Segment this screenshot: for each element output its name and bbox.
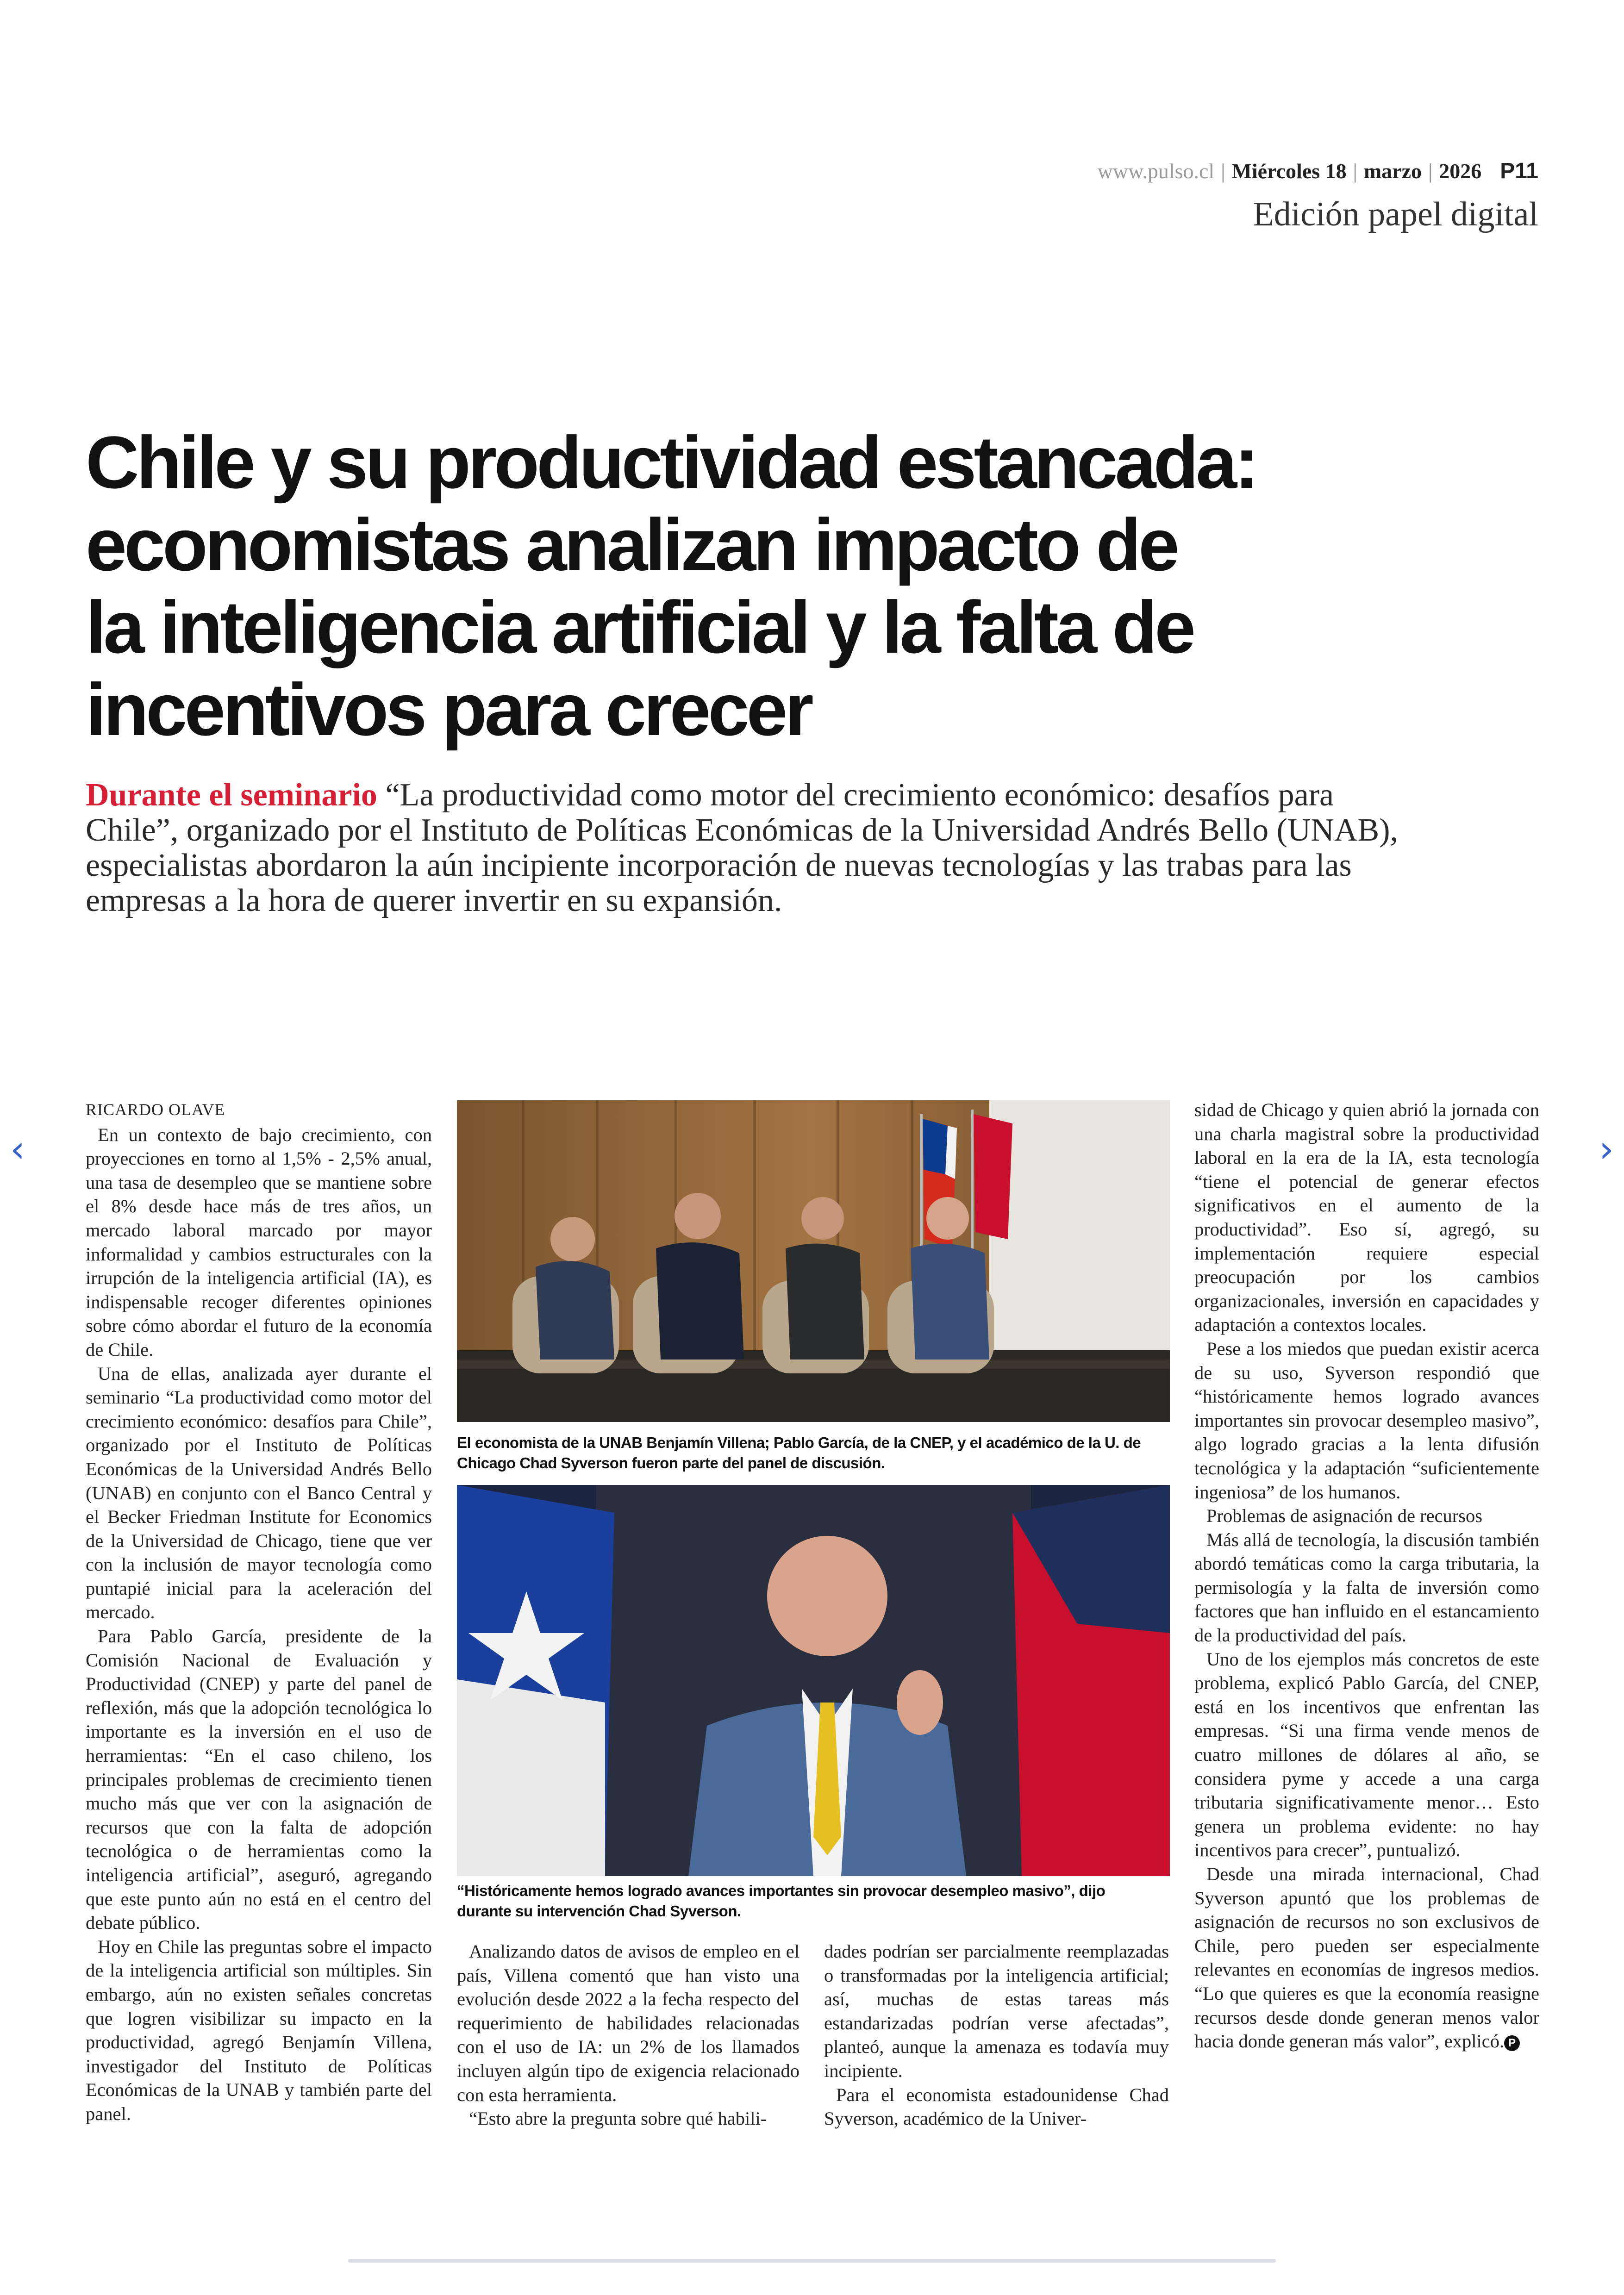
paragraph: dades podrían ser parcialmente reemplazadas o transformadas por la inteligencia artificial; así, muchas de estas tareas más estandarizadas podrían verse afectadas”, planteó, aunque la amenaza es todavía muy incipiente.	[824, 1941, 1169, 2081]
headline-line: incentivos para crecer	[86, 668, 811, 751]
paragraph: Para Pablo García, presidente de la Comisión Nacional de Evaluación y Productividad (CNEP) y parte del panel de reflexión, más que la adopción tecnológica lo importante es la inversión en el uso de herramientas: “En el caso chileno, los principales problemas de crecimiento tienen mucho más que ver con la asignación de recursos que con la falta de adopción tecnológica o de herramientas como la inteligencia artificial”, aseguró, agregando que este punto aún no está en el centro del debate público.	[86, 1626, 432, 1933]
header-year: 2026	[1439, 159, 1482, 183]
header-month: marzo	[1363, 159, 1422, 183]
speaker-photo-illustration	[457, 1485, 1170, 1876]
site-url[interactable]: www.pulso.cl	[1097, 159, 1215, 183]
dek-line: Chile”, organizado por el Instituto de Políticas Económicas de la Universidad Andrés Bello (UNAB),	[86, 812, 1399, 848]
article-column-3	[824, 1940, 1169, 2131]
dek-lead: Durante el seminario	[86, 777, 377, 813]
header-day: Miércoles 18	[1231, 159, 1347, 183]
paragraph: sidad de Chicago y quien abrió la jornada con una charla magistral sobre la productividad laboral en la era de la IA, esta tecnología “tiene el potencial de generar efectos significativos en el aumento de la productividad”. Eso sí, agregó, su implementación requiere especial preocupación por los cambios organizacionales, inversión en capacidades y adaptación a contextos locales.	[1194, 1099, 1539, 1335]
paragraph: Uno de los ejemplos más concretos de este problema, explicó Pablo García, del CNEP, está en los incentivos que enfrentan las empresas. “Si una firma vende menos de cuatro millones de dólares al año, se considera pyme y accede a una carga tributaria significativamente menor… Esto genera un problema evidente: no hay incentivos para crecer”, puntualizó.	[1194, 1648, 1539, 1861]
paragraph: En un contexto de bajo crecimiento, con proyecciones en torno al 1,5% - 2,5% anual, una tasa de desempleo que se mantiene sobre el 8% desde hace más de tres años, un mercado laboral marcado por mayor informalidad y cambios estructurales con la irrupción de la inteligencia artificial (IA), es indispensable recoger diferentes opiniones sobre cómo abordar el futuro de la economía de Chile.	[86, 1124, 432, 1360]
paragraph: Más allá de tecnología, la discusión también abordó temáticas como la carga tributaria, la permisología y la falta de inversión como factores que han influido en el estancamiento de la productividad del país.	[1194, 1529, 1539, 1646]
paragraph: Una de ellas, analizada ayer durante el seminario “La productividad como motor del crecimiento económico: desafíos para Chile”, organizado por el Instituto de Políticas Económicas de la Universidad Andrés Bello (UNAB) en conjunto con el Banco Central y el Becker Friedman Institute for Economics de la Universidad de Chicago, tiene que ver con la inclusión de mayor tecnología como puntapié inicial para la aceleración del mercado.	[86, 1363, 432, 1623]
page-header	[1098, 157, 1538, 235]
byline: RICARDO OLAVE	[86, 1100, 225, 1119]
paragraph: Para el economista estadounidense Chad Syverson, académico de la Univer-	[824, 2084, 1169, 2129]
paragraph	[1194, 1862, 1539, 2053]
paragraph-text: Desde una mirada internacional, Chad Syverson apuntó que los problemas de asignación de recursos no son exclusivos de Chile, pero pueden ser especialmente relevantes en economías de ingresos medios. “Lo que quieres es que la economía reasigne recursos desde donde generan menos valor hacia donde generan más valor”, explicó.	[1194, 1864, 1539, 2052]
next-page-arrow[interactable]: ›	[1599, 1128, 1614, 1171]
caption-line: El economista de la UNAB Benjamín Villena; Pablo García, de la CNEP, y el académico de la U. de	[457, 1434, 1141, 1451]
panel-photo-illustration	[457, 1100, 1170, 1422]
panel-discussion-photo	[457, 1100, 1170, 1422]
paragraph: Analizando datos de avisos de empleo en el país, Villena comentó que han visto una evolución desde 2022 a la fecha respecto del requerimiento de habilidades relacionadas con el uso de IA: un 2% de los llamados incluyen algún tipo de exigencia relacionado con esta herramienta.	[457, 1941, 800, 2105]
dek-line: especialistas abordaron la aún incipiente incorporación de nuevas tecnologías y las trabas para las	[86, 848, 1352, 883]
headline-line: economistas analizan impacto de	[86, 503, 1177, 586]
headline-line: la inteligencia artificial y la falta de	[86, 586, 1193, 668]
paragraph: Pese a los miedos que puedan existir acerca de su uso, Syverson respondió que “históricamente hemos logrado avances importantes sin provocar desempleo masivo”, algo logrado gracias a la lenta difusión tecnológica y la adaptación “suficientemente ingeniosa” de los humanos.	[1194, 1338, 1539, 1503]
article-column-1	[86, 1098, 432, 2126]
speaker-photo-caption	[457, 1881, 1170, 1921]
horizontal-scrollbar[interactable]	[348, 2259, 1276, 2263]
speaker-photo	[457, 1485, 1170, 1876]
panel-photo-caption	[457, 1433, 1170, 1473]
header-dateline: www.pulso.cl | Miércoles 18 | marzo | 2026 P11	[1097, 159, 1538, 183]
edition-label: Edición papel digital	[1253, 195, 1538, 233]
article-headline	[86, 421, 1382, 751]
previous-page-arrow[interactable]: ‹	[10, 1128, 25, 1171]
caption-line: “Históricamente hemos logrado avances importantes sin provocar desempleo masivo”, dijo	[457, 1882, 1106, 1899]
caption-line: durante su intervención Chad Syverson.	[457, 1902, 741, 1920]
dek-text: “La productividad como motor del crecimiento económico: desafíos para	[377, 777, 1334, 813]
headline-line: Chile y su productividad estancada:	[86, 421, 1256, 504]
paragraph: “Esto abre la pregunta sobre qué habili-	[469, 2108, 767, 2129]
caption-line: Chicago Chad Syverson fueron parte del panel de discusión.	[457, 1454, 885, 1472]
dek-line: empresas a la hora de querer invertir en su expansión.	[86, 883, 782, 918]
article-dek	[86, 778, 1428, 918]
end-mark-icon: P	[1504, 2035, 1520, 2051]
section-subhead: Problemas de asignación de recursos	[1206, 1505, 1483, 1527]
article-column-2	[457, 1940, 800, 2131]
article-column-4	[1194, 1098, 1539, 2053]
paragraph: Hoy en Chile las preguntas sobre el impacto de la inteligencia artificial son múltiples. Sin embargo, aún no existen señales concretas que logren visibilizar su impacto en la productividad, agregó Benjamín Villena, investigador del Instituto de Políticas Económicas de la UNAB y también parte del panel.	[86, 1936, 432, 2124]
page-number: P11	[1500, 159, 1538, 183]
